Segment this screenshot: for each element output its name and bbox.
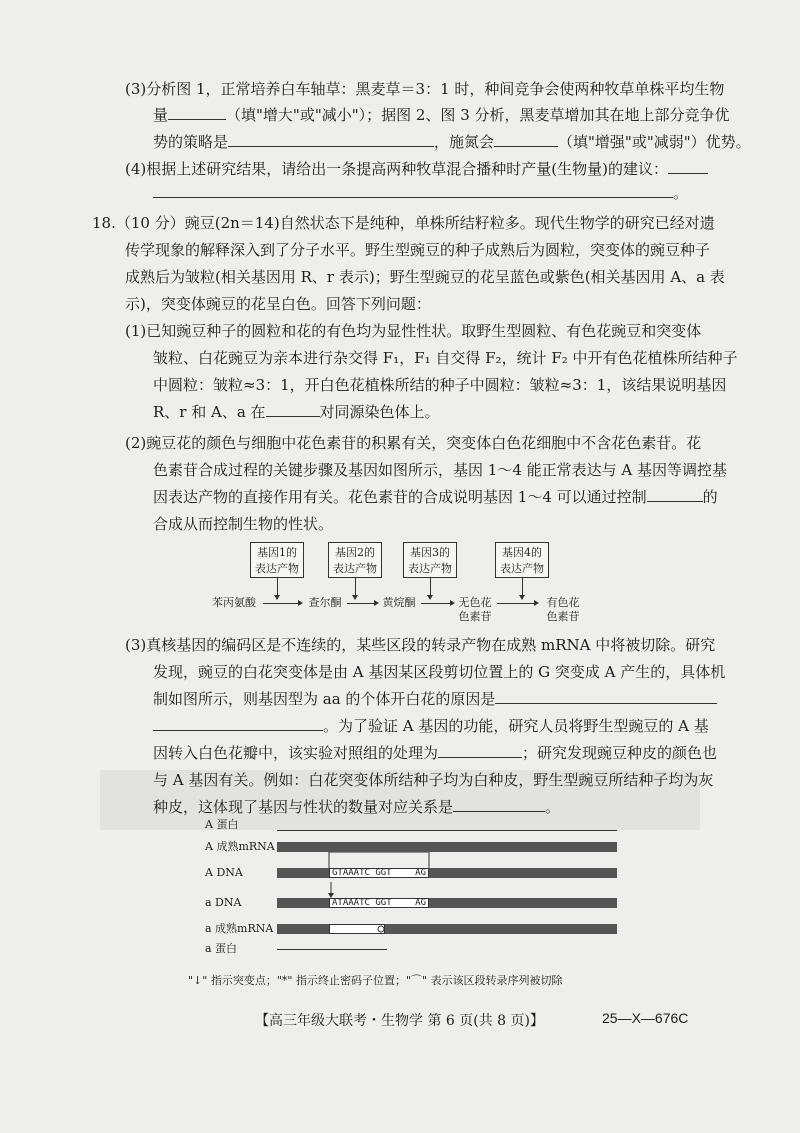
q18-part2-line2: 色素苷合成过程的关键步骤及基因如图所示，基因 1～4 能正常表达与 A 基因等调控基: [153, 461, 727, 479]
substance-chalcone: 查尔酮: [308, 596, 342, 609]
text: 种皮，这体现了基因与性状的数量对应关系是: [153, 798, 454, 816]
label-small-a-dna: a DNA: [205, 896, 242, 909]
q18-part3-line7: [153, 796, 560, 818]
gene1-label: 基因1的 表达产物: [255, 546, 299, 575]
answer-blank-q17-4b[interactable]: [153, 183, 673, 198]
arrow-right-1: [263, 603, 299, 604]
text: 。为了验证 A 基因的功能，研究人员将野生型豌豆的 A 基: [323, 717, 709, 735]
q17-part3-line3: [153, 131, 751, 153]
stop-codon-dot: [378, 926, 384, 932]
small-a-dna-exon1: [277, 898, 329, 908]
text: 制如图所示，则基因型为 aa 的个体开白花的原因是: [153, 690, 496, 708]
answer-blank-q17-4[interactable]: [668, 159, 708, 174]
substance-colorless-anthocyanin: 无色花 色素苷: [458, 596, 492, 623]
label-a-mature-mrna: A 成熟mRNA: [205, 840, 275, 853]
small-a-dna-exon2: [429, 898, 617, 908]
q18-part3-line3: [153, 688, 717, 710]
mutation-arrow-head: [328, 893, 334, 898]
q18-stem-line2: 传学现象的解释深入到了分子水平。野生型豌豆的种子成熟后为圆粒，突变体的豌豆种子: [125, 241, 711, 259]
small-a-mrna-exon2: [385, 924, 617, 934]
q18-part3-line2: 发现，豌豆的白花突变体是由 A 基因某区段剪切位置上的 G 突变成 A 产生的，具体机: [153, 663, 726, 681]
text: 势的策略是: [153, 133, 229, 151]
anthocyanin-pathway-diagram: [205, 538, 625, 628]
small-a-dna-seq1: ATAAATC: [332, 898, 370, 908]
answer-blank-q18-3a[interactable]: [495, 689, 717, 704]
text: 的: [702, 488, 718, 506]
gene-splicing-diagram: [205, 818, 625, 978]
a-dna-seq1: GTAAATC GGT: [332, 868, 392, 878]
gene3-product-box: [403, 542, 457, 578]
arrow-down-2: [355, 578, 356, 596]
q18-part2-line1: (2)豌豆花的颜色与细胞中花色素苷的积累有关，突变体白色花细胞中不含花色素苷。花: [125, 434, 702, 452]
q18-part1-line4: [153, 401, 440, 423]
a-dna-exon1: [277, 868, 329, 878]
small-a-dna-seq3: AG: [415, 898, 426, 908]
substance-phenylalanine: 苯丙氨酸: [212, 596, 256, 609]
text: 因表达产物的直接作用有关。花色素苷的合成说明基因 1～4 可以通过控制: [153, 488, 647, 506]
arrow-down-4: [522, 578, 523, 596]
q17-part4-line2: [153, 182, 688, 204]
gene1-product-box: [250, 542, 304, 578]
q18-stem-line3: 成熟后为皱粒(相关基因用 R、r 表示)；野生型豌豆的花呈蓝色或紫色(相关基因用 A、a 表: [125, 268, 725, 286]
answer-blank-q17-3c[interactable]: [494, 132, 558, 147]
answer-blank-q18-3c[interactable]: [453, 797, 545, 812]
arrow-down-1: [277, 578, 278, 596]
answer-blank-q18-3b[interactable]: [438, 743, 522, 758]
stop-codon-marker: [375, 922, 387, 936]
small-a-protein-line: [277, 949, 387, 950]
text: 。: [545, 798, 561, 816]
footer-code: 25—X—676C: [602, 1010, 689, 1026]
small-a-mrna-exon1: [277, 924, 329, 934]
gene4-product-box: [495, 542, 549, 578]
arrow-right-4: [497, 603, 535, 604]
text: （填"增大"或"减小"）；据图 2、图 3 分析，黑麦草增加其在地上部分竞争优: [226, 106, 730, 124]
label-small-a-protein: a 蛋白: [205, 942, 238, 955]
text: 因转入白色花瓣中，该实验对照组的处理为: [153, 744, 439, 762]
answer-blank-q17-3a[interactable]: [168, 105, 226, 120]
q18-part3-line1: (3)真核基因的编码区是不连续的，某些区段的转录产物在成熟 mRNA 中将被切除。研究: [125, 636, 716, 654]
q18-part3-line4: [153, 715, 709, 737]
answer-blank-q18-1[interactable]: [266, 402, 320, 417]
text: ；研究发现豌豆种皮的颜色也: [522, 744, 718, 762]
small-a-dna-seq2: GGT: [375, 898, 392, 908]
q18-stem-line1: 18.（10 分）豌豆(2n＝14)自然状态下是纯种，单株所结籽粒多。现代生物学的研究已经对遗: [92, 214, 715, 232]
q18-part2-line3: [153, 486, 718, 508]
answer-blank-q17-3b[interactable]: [228, 132, 434, 147]
answer-blank-q18-2[interactable]: [647, 487, 703, 502]
q17-part3-line2: [153, 104, 730, 126]
a-protein-line: [277, 830, 617, 831]
q18-part3-line5: [153, 742, 717, 764]
mutation-arrow: [325, 882, 365, 900]
text: 。: [673, 184, 689, 202]
label-a-dna: A DNA: [205, 866, 243, 879]
gene3-label: 基因3的 表达产物: [408, 546, 452, 575]
a-dna-seq2: AG: [415, 868, 426, 878]
text: ，施氮会: [434, 133, 495, 151]
arrow-right-3: [421, 603, 451, 604]
arrow-right-2: [347, 603, 375, 604]
q18-stem-line4: 示)，突变体豌豆的花呈白色。回答下列问题：: [125, 295, 431, 313]
text: R、r 和 A、a 在: [153, 403, 266, 421]
gene4-label: 基因4的 表达产物: [500, 546, 544, 575]
q17-part3-line1: (3)分析图 1，正常培养白车轴草：黑麦草＝3：1 时，种间竞争会使两种牧草单株平均生物: [125, 80, 725, 98]
substance-colored-anthocyanin: 有色花 色素苷: [546, 596, 580, 623]
label-small-a-mature-mrna: a 成熟mRNA: [205, 922, 274, 935]
substance-flavanone: 黄烷酮: [382, 596, 416, 609]
label-a-protein: A 蛋白: [205, 818, 239, 831]
q18-part1-line2: 皱粒、白花豌豆为亲本进行杂交得 F₁，F₁ 自交得 F₂，统计 F₂ 中开有色花植株所结种子: [153, 349, 738, 367]
gene2-label: 基因2的 表达产物: [333, 546, 377, 575]
text: (4)根据上述研究结果，请给出一条提高两种牧草混合播种时产量(生物量)的建议：: [125, 160, 668, 178]
answer-blank-q18-3a-cont[interactable]: [153, 716, 323, 731]
q18-part1-line3: 中圆粒：皱粒≈3：1，开白色花植株所结的种子中圆粒：皱粒≈3：1，该结果说明基因: [153, 376, 727, 394]
text: 量: [153, 106, 169, 124]
text: 对同源染色体上。: [319, 403, 440, 421]
diagram-legend: "↓" 指示突变点；"*" 指示终止密码子位置；"⌒" 表示该区段转录序列被切除: [188, 974, 563, 987]
q18-part2-line4: 合成从而控制生物的性状。: [153, 515, 334, 533]
q18-part3-line6: 与 A 基因有关。例如：白花突变体所结种子均为白种皮，野生型豌豆所结种子均为灰: [153, 771, 714, 789]
a-dna-exon2: [429, 868, 617, 878]
a-mature-mrna-bar: [277, 842, 617, 852]
text: （填"增强"或"减弱"）优势。: [558, 133, 751, 151]
gene2-product-box: [328, 542, 382, 578]
footer-title: 【高三年级大联考・生物学 第 6 页(共 8 页)】: [255, 1013, 544, 1029]
q17-part4-line1: [125, 158, 708, 180]
q18-part1-line1: (1)已知豌豆种子的圆粒和花的有色均为显性性状。取野生型圆粒、有色花豌豆和突变体: [125, 322, 702, 340]
splice-connector-a: [325, 852, 435, 870]
arrow-down-3: [430, 578, 431, 596]
